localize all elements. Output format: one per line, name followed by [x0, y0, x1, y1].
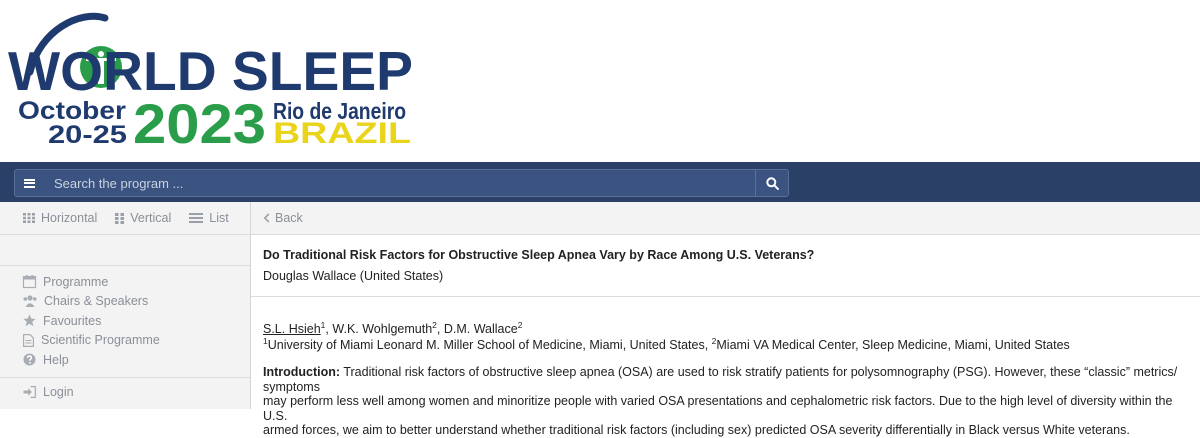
intro-label: Introduction:	[263, 365, 341, 379]
introduction-paragraph	[263, 365, 1193, 438]
sidebar-item-label: Programme	[43, 274, 109, 289]
sidebar-item-chairs-speakers[interactable]	[0, 292, 250, 312]
columns-icon	[115, 213, 124, 224]
intro-line: may perform less well among women and minoritize people with varied OSA presentations and cephalometric risk factors. Due to the high level of diversity within the U.S.	[263, 394, 1173, 423]
sidebar-divider	[0, 377, 250, 378]
logo-year: 2023	[133, 92, 266, 155]
login-label: Login	[43, 385, 74, 399]
view-switcher	[0, 202, 250, 235]
sidebar-item-favourites[interactable]	[0, 311, 250, 331]
author-list	[263, 319, 523, 337]
help-icon	[23, 353, 36, 366]
list-icon	[189, 213, 203, 223]
intro-line: Traditional risk factors of obstructive sleep apnea (OSA) are used to risk stratify patients for polysomnography (PSG). However, these “classic” metrics/ symptoms	[263, 365, 1178, 394]
view-vertical-label: Vertical	[130, 211, 172, 225]
search-icon	[766, 177, 779, 190]
search-input[interactable]	[44, 169, 756, 197]
author-link[interactable]: S.L. Hsieh	[263, 322, 321, 336]
sidebar-item-label: Scientific Programme	[41, 333, 160, 348]
view-vertical[interactable]	[115, 211, 171, 225]
calendar-icon	[23, 275, 36, 288]
view-horizontal-label: Horizontal	[41, 211, 98, 225]
author-separator: ,	[325, 322, 333, 336]
star-icon	[23, 314, 36, 327]
sidebar-item-label: Favourites	[43, 313, 102, 328]
back-button[interactable]	[263, 211, 303, 225]
main-content	[251, 202, 1200, 437]
affiliations	[263, 335, 1070, 352]
back-label: Back	[275, 211, 303, 225]
sidebar-item-login[interactable]	[0, 382, 250, 402]
grid-icon	[23, 213, 35, 223]
sidebar-blank-row	[0, 235, 250, 266]
menu-button[interactable]	[14, 169, 45, 197]
login-icon	[23, 386, 36, 398]
logo-country: BRAZIL	[273, 117, 411, 150]
document-icon	[23, 334, 34, 347]
view-list[interactable]	[189, 211, 228, 225]
sidebar-item-label: Help	[43, 352, 69, 367]
logo-city: Rio de Janeiro	[273, 98, 406, 124]
presenter-name: Douglas Wallace (United States)	[263, 269, 444, 283]
logo-title: WORLD SLEEP	[8, 40, 413, 102]
view-list-label: List	[209, 211, 229, 225]
sidebar-item-scientific-programme[interactable]	[0, 331, 250, 351]
sidebar-item-help[interactable]	[0, 350, 250, 370]
logo-days: 20-25	[48, 121, 128, 149]
abstract-header	[251, 236, 1200, 297]
author-affil-number: 2	[517, 319, 523, 330]
affiliation-text: University of Miami Leonard M. Miller School of Medicine, Miami, United States,	[267, 338, 712, 352]
sidebar-item-programme[interactable]	[0, 272, 250, 292]
abstract-title: Do Traditional Risk Factors for Obstructive Sleep Apnea Vary by Race Among U.S. Veterans?	[263, 248, 815, 262]
author-name: W.K. Wohlgemuth	[332, 322, 433, 336]
logo-header	[0, 0, 1200, 162]
author-name: D.M. Wallace	[443, 322, 518, 336]
affil-number: 2	[711, 335, 717, 346]
sidebar	[0, 202, 251, 409]
back-bar	[251, 202, 1200, 235]
author-affil-number: 2	[432, 319, 437, 330]
world-sleep-logo	[0, 0, 430, 162]
view-horizontal[interactable]	[23, 211, 97, 225]
sidebar-nav	[0, 272, 250, 370]
affiliation-text: Miami VA Medical Center, Sleep Medicine, Miami, United States	[716, 338, 1070, 352]
author-affil-number: 1	[320, 319, 326, 330]
search-button[interactable]	[755, 169, 789, 197]
logo-month: October	[18, 97, 127, 125]
intro-line: armed forces, we aim to better understand whether traditional risk factors (including sex) predicted OSA severity differentially in Black versus White veterans.	[263, 423, 1130, 437]
chevron-left-icon	[263, 213, 270, 223]
hamburger-icon	[24, 179, 35, 188]
sidebar-item-label: Chairs & Speakers	[44, 294, 149, 309]
users-icon	[23, 295, 37, 307]
author-separator: ,	[436, 322, 444, 336]
search-bar	[0, 162, 1200, 202]
affil-number: 1	[263, 335, 268, 346]
